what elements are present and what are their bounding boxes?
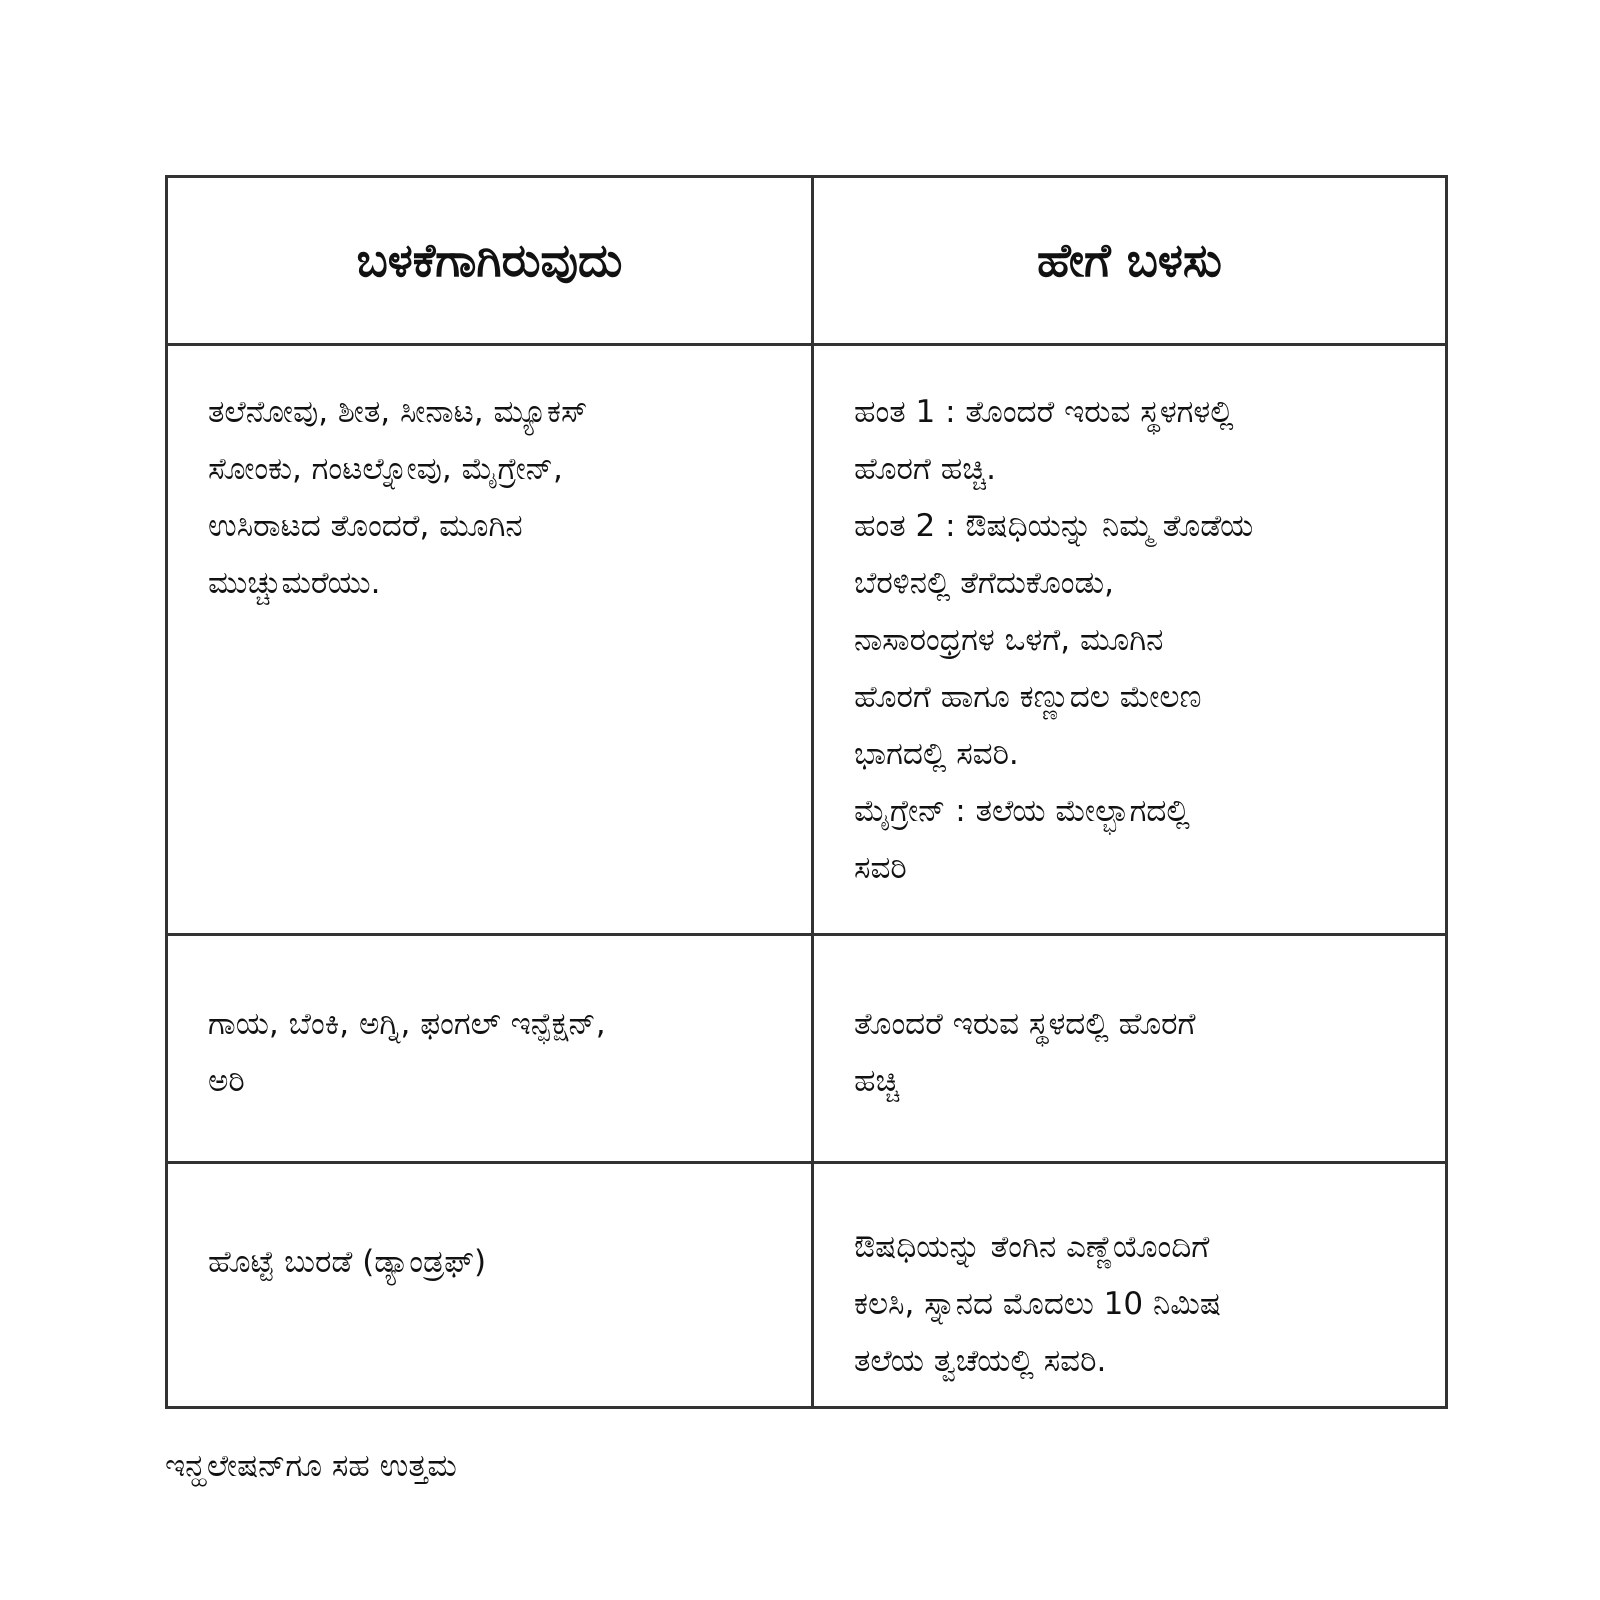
cell-line: ಗಾಯ, ಬೆಂಕಿ, ಅಗ್ನಿ, ಫಂಗಲ್ ಇನ್ಫೆಕ್ಷನ್, xyxy=(208,1006,606,1042)
uses-cell xyxy=(167,345,813,935)
uses-cell xyxy=(167,1163,813,1408)
cell-line: ಸೋಂಕು, ಗಂಟಲ್ನೋವು, ಮೈಗ್ರೇನ್, xyxy=(208,451,563,487)
cell-line: ಹೊರಗೆ ಹಾಗೂ ಕಣ್ಣುದಲ ಮೇಲಣ xyxy=(854,679,1202,715)
cell-line: ಮುಚ್ಚುಮರೆಯು. xyxy=(208,565,381,601)
how-to-use-cell xyxy=(813,935,1447,1163)
footer-note: ಇನ್ಹಲೇಷನ್‌ಗೂ ಸಹ ಉತ್ತಮ xyxy=(165,1448,457,1484)
cell-line: ಬೆರಳಿನಲ್ಲಿ ತೆಗೆದುಕೊಂಡು, xyxy=(854,565,1114,601)
cell-line: ನಾಸಾರಂಧ್ರಗಳ ಒಳಗೆ, ಮೂಗಿನ xyxy=(854,622,1164,658)
table-row xyxy=(167,1163,1447,1408)
cell-line: ತಲೆಯ ತ್ವಚೆಯಲ್ಲಿ ಸವರಿ. xyxy=(854,1343,1107,1379)
cell-line: ಕಲಸಿ, ಸ್ನಾನದ ಮೊದಲು 10 ನಿಮಿಷ xyxy=(854,1286,1221,1322)
usage-table xyxy=(165,175,1448,1409)
cell-line: ಹಚ್ಚಿ xyxy=(854,1063,900,1099)
table-row xyxy=(167,345,1447,935)
cell-line: ಹೊಟ್ಟೆ ಬುರಡೆ (ಡ್ಯಾಂಡ್ರಫ್) xyxy=(208,1244,487,1280)
cell-line: ತಲೆನೋವು, ಶೀತ, ಸೀನಾಟ, ಮ್ಯೂಕಸ್ xyxy=(208,394,588,430)
cell-line: ತೊಂದರೆ ಇರುವ ಸ್ಥಳದಲ್ಲಿ ಹೊರಗೆ xyxy=(854,1006,1196,1042)
header-row xyxy=(167,177,1447,345)
how-to-use-cell xyxy=(813,345,1447,935)
header-how-to-use: ಹೇಗೆ ಬಳಸು xyxy=(813,177,1447,345)
cell-line: ಹಂತ 2 : ಔಷಧಿಯನ್ನು ನಿಮ್ಮ ತೊಡೆಯ xyxy=(854,508,1254,544)
header-uses: ಬಳಕೆಗಾಗಿರುವುದು xyxy=(167,177,813,345)
how-to-use-cell xyxy=(813,1163,1447,1408)
table-row xyxy=(167,935,1447,1163)
cell-line: ಮೈಗ್ರೇನ್ : ತಲೆಯ ಮೇಲ್ಭಾಗದಲ್ಲಿ xyxy=(854,793,1190,829)
cell-line: ಹಂತ 1 : ತೊಂದರೆ ಇರುವ ಸ್ಥಳಗಳಲ್ಲಿ xyxy=(854,394,1234,430)
cell-line: ಔಷಧಿಯನ್ನು ತೆಂಗಿನ ಎಣ್ಣೆಯೊಂದಿಗೆ xyxy=(854,1229,1210,1265)
uses-cell xyxy=(167,935,813,1163)
cell-line: ಸವರಿ xyxy=(854,850,907,886)
cell-line: ಭಾಗದಲ್ಲಿ ಸವರಿ. xyxy=(854,736,1019,772)
cell-line: ಉಸಿರಾಟದ ತೊಂದರೆ, ಮೂಗಿನ xyxy=(208,508,523,544)
cell-line: ಹೊರಗೆ ಹಚ್ಚಿ. xyxy=(854,451,997,487)
cell-line: ಅರಿ xyxy=(208,1063,245,1099)
